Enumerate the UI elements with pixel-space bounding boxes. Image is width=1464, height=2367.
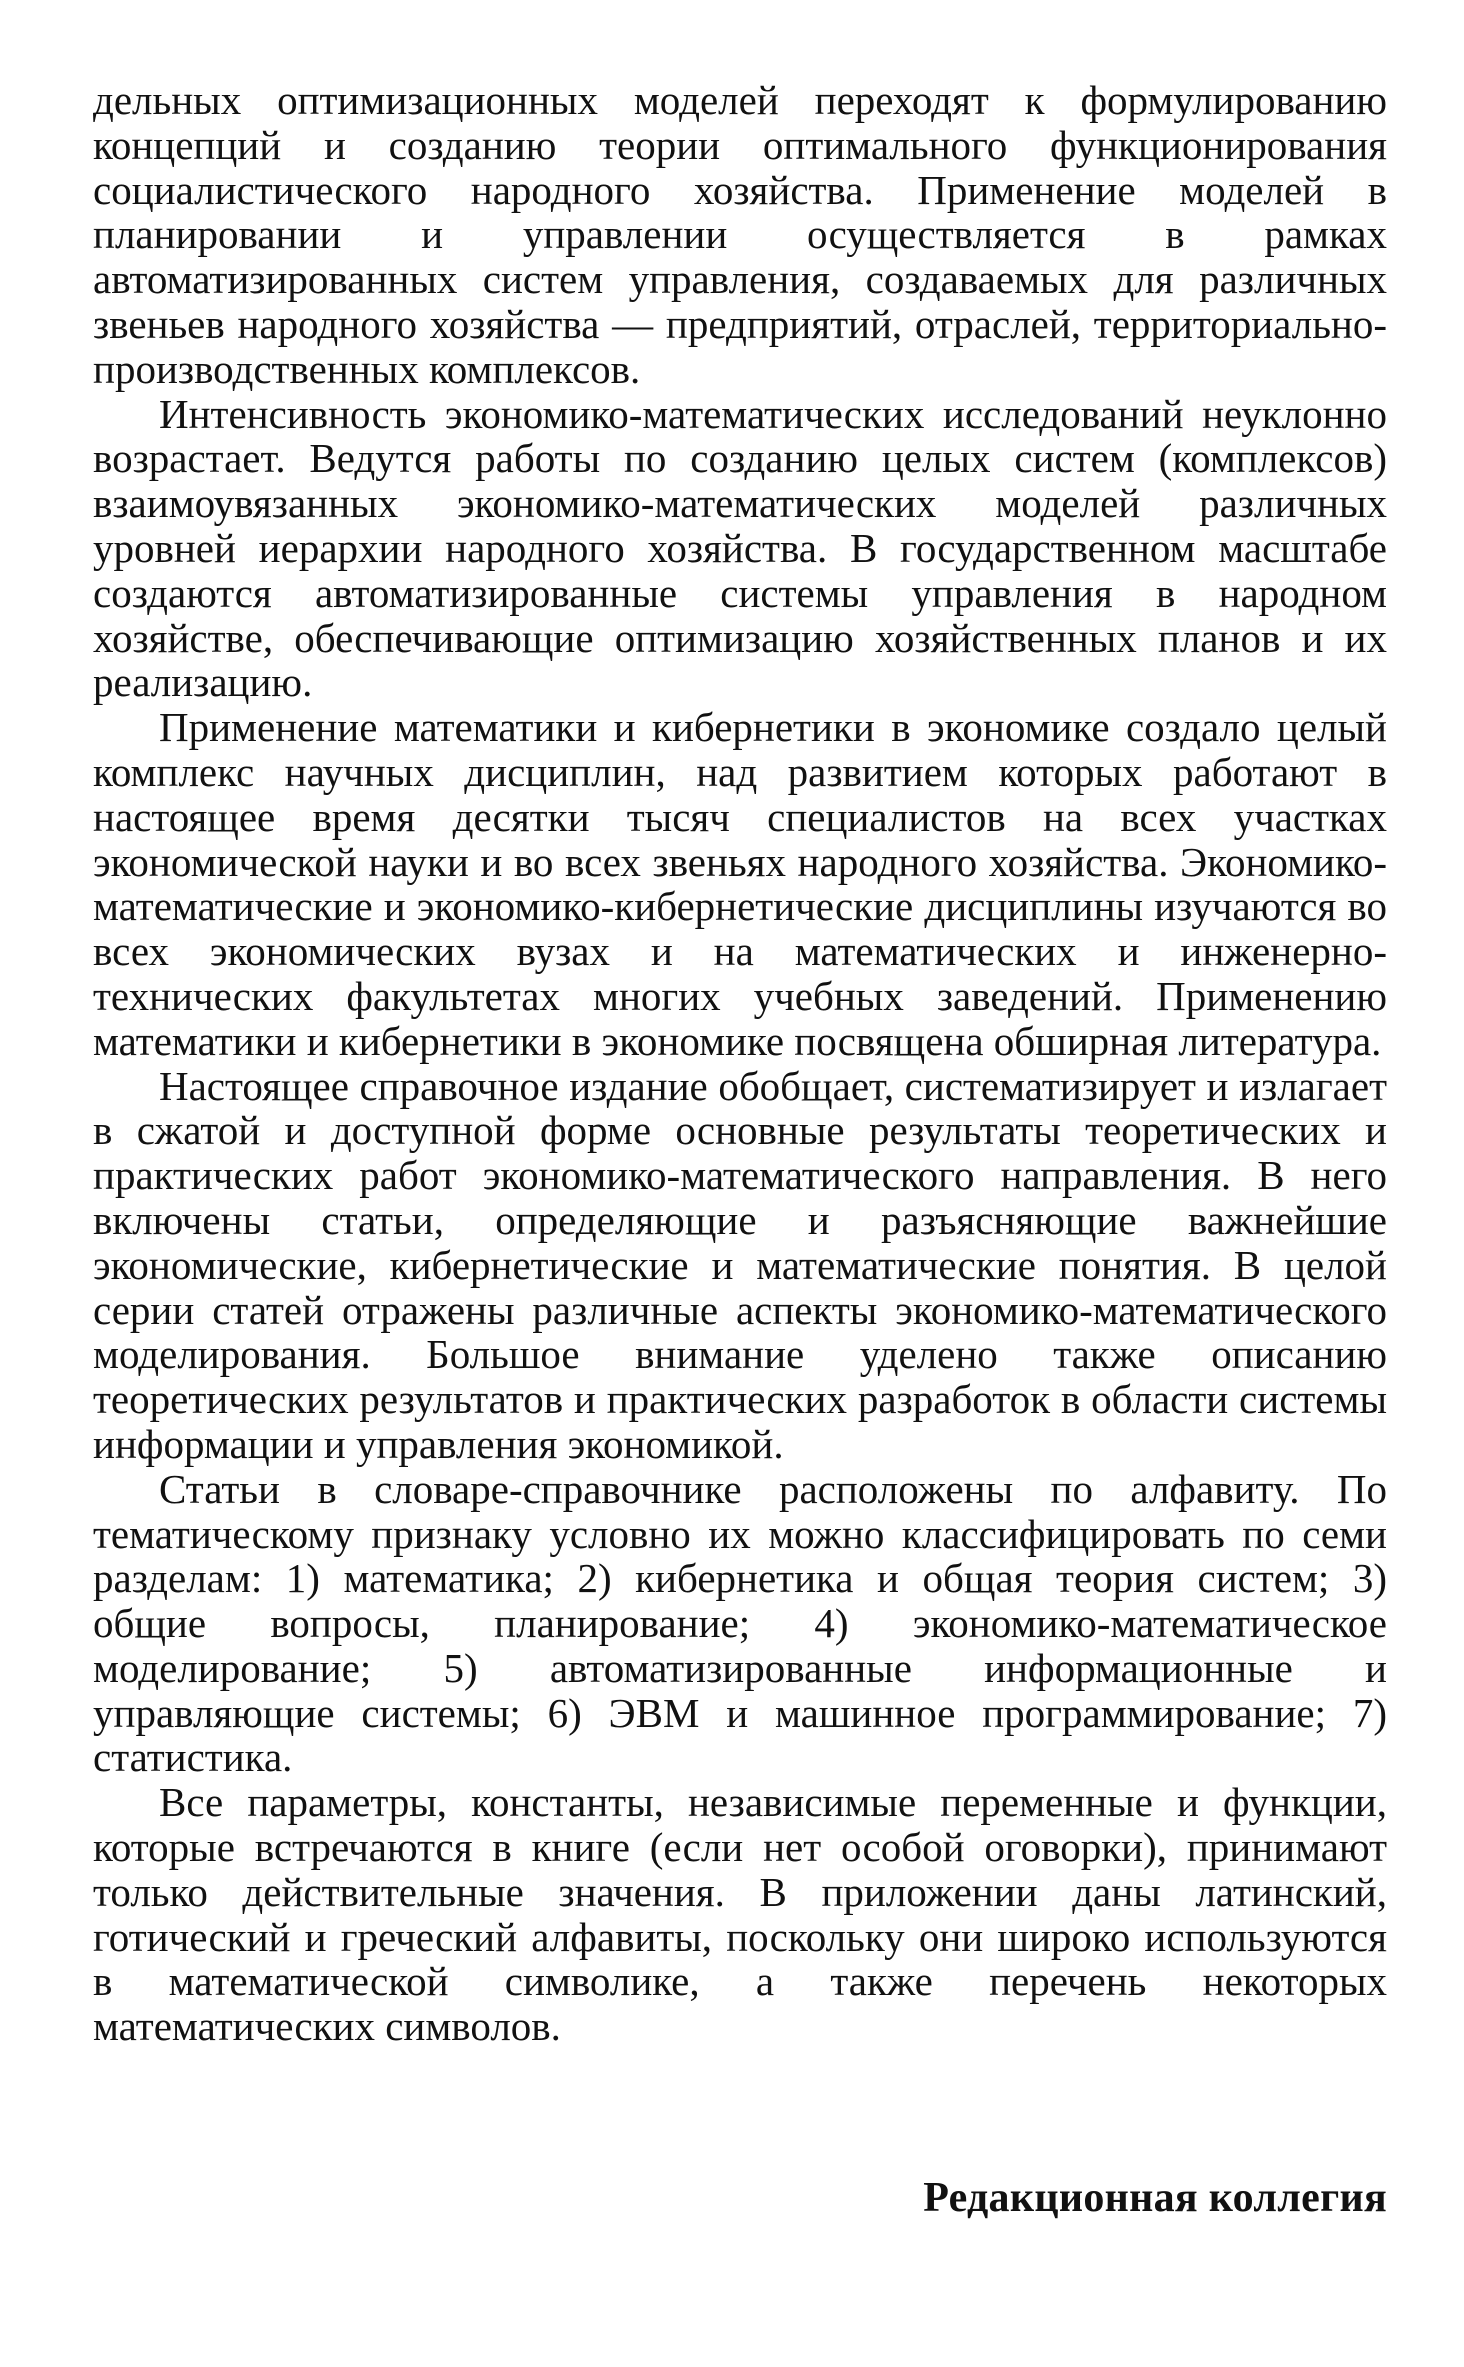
paragraph-3: Применение математики и кибернетики в экономике создало целый комплекс научных дисциплин, над развитием которых работают в настоящее время десятки тысяч специалистов на всех участках экономической науки и во всех звеньях народного хозяйства. Экономико-математические и экономико-кибернетические дисциплины изучаются во всех экономических вузах и на математических и инженерно-технических факультетах многих учебных заведений. Применению математики и кибернетики в экономике посвящена обширная литература.: [93, 704, 1387, 1064]
document-page: [93, 77, 1387, 2221]
paragraph-6: Все параметры, константы, независимые переменные и функции, которые встречаются в книге (если нет особой оговорки), принимают только действительные значения. В приложении даны латинский, готический и греческий алфавиты, поскольку они широко используются в математической символике, а также перечень некоторых математических символов.: [93, 1779, 1387, 2050]
paragraph-1: дельных оптимизационных моделей переходят к формулированию концепций и созданию теории оптимального функционирования социалистического народного хозяйства. Применение моделей в планировании и управлении осуществляется в рамках автоматизированных систем управления, создаваемых для различных звеньев народного хозяйства — предприятий, отраслей, территориально-производственных комплексов.: [93, 77, 1387, 392]
signature-editorial-board: Редакционная коллегия: [923, 2175, 1387, 2221]
paragraph-5: Статьи в словаре-справочнике расположены по алфавиту. По тематическому признаку условно их можно классифицировать по семи разделам: 1) математика; 2) кибернетика и общая теория систем; 3) общие вопросы, планирование; 4) экономико-математическое моделирование; 5) автоматизированные информационные и управляющие системы; 6) ЭВМ и машинное программирование; 7) статистика.: [93, 1465, 1387, 1781]
paragraph-4: Настоящее справочное издание обобщает, систематизирует и излагает в сжатой и доступной форме основные результаты теоретических и практических работ экономико-математического направления. В него включены статьи, определяющие и разъясняющие важнейшие экономические, кибернетические и математические понятия. В целой серии статей отражены различные аспекты экономико-математического моделирования. Большое внимание уделено также описанию теоретических результатов и практических разработок в области системы информации и управления экономикой.: [93, 1062, 1387, 1467]
paragraph-2: Интенсивность экономико-математических исследований неуклонно возрастает. Ведутся работы по созданию целых систем (комплексов) взаимоувязанных экономико-математических моделей различных уровней иерархии народного хозяйства. В государственном масштабе создаются автоматизированные системы управления в народном хозяйстве, обеспечивающие оптимизацию хозяйственных планов и их реализацию.: [93, 390, 1387, 706]
